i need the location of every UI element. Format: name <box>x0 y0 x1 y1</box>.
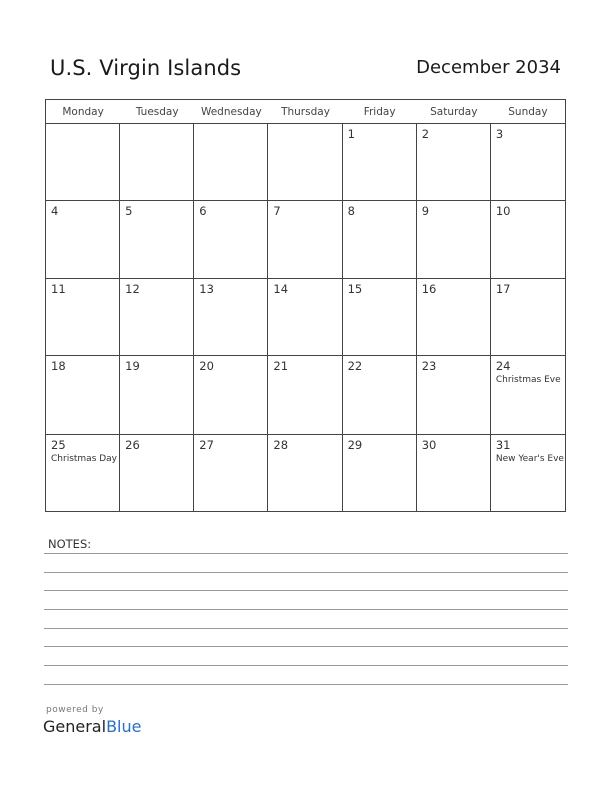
day-number: 15 <box>347 282 363 296</box>
holiday-label: New Year's Eve <box>495 454 564 464</box>
day-number: 28 <box>273 438 289 452</box>
day-cell <box>268 356 342 435</box>
day-cell <box>268 279 342 356</box>
day-number: 25 <box>51 438 66 452</box>
day-cell <box>46 356 120 435</box>
note-line <box>44 590 568 591</box>
day-number: 13 <box>199 282 214 296</box>
day-number: 26 <box>125 438 140 452</box>
day-number: 30 <box>421 438 437 452</box>
holiday-label: Christmas Day <box>51 454 118 464</box>
day-number: 2 <box>421 127 430 141</box>
day-number: 31 <box>495 438 511 452</box>
day-number: 21 <box>273 359 289 373</box>
note-line <box>44 609 568 610</box>
weekday-tuesday: Tuesday <box>135 106 179 118</box>
month-year-title: December 2034 <box>416 57 561 78</box>
day-cell <box>120 124 194 201</box>
day-number: 22 <box>347 359 363 373</box>
day-cell <box>343 201 417 279</box>
day-number: 6 <box>199 204 207 218</box>
day-cell <box>491 124 565 201</box>
day-number: 11 <box>51 282 66 296</box>
weekday-monday: Monday <box>62 106 104 118</box>
note-line <box>44 572 568 573</box>
day-number: 1 <box>347 127 355 141</box>
day-cell <box>120 356 194 435</box>
day-number: 19 <box>125 359 140 373</box>
weekday-wednesday: Wednesday <box>200 106 262 118</box>
day-cell <box>268 201 342 279</box>
weekday-friday: Friday <box>363 106 396 118</box>
weekday-saturday: Saturday <box>430 106 478 118</box>
day-cell <box>46 124 120 201</box>
day-number: 27 <box>199 438 214 452</box>
day-cell <box>194 201 268 279</box>
day-cell <box>46 201 120 279</box>
day-cell <box>343 356 417 435</box>
day-cell <box>194 279 268 356</box>
day-number: 10 <box>495 204 511 218</box>
note-line <box>44 665 568 666</box>
brand-logo-part1: General <box>43 717 107 736</box>
day-number: 9 <box>421 204 430 218</box>
day-cell <box>120 201 194 279</box>
day-cells <box>46 124 565 512</box>
day-cell <box>268 435 342 512</box>
day-number: 8 <box>347 204 355 218</box>
weekday-header-row <box>46 100 565 124</box>
day-cell <box>194 435 268 512</box>
day-cell <box>343 435 417 512</box>
country-title: U.S. Virgin Islands <box>50 56 242 80</box>
calendar-grid <box>45 99 566 512</box>
day-number: 4 <box>51 204 59 218</box>
note-line <box>44 646 568 647</box>
holiday-label: Christmas Eve <box>495 375 561 385</box>
day-number: 12 <box>125 282 140 296</box>
day-number: 29 <box>347 438 363 452</box>
day-cell <box>417 124 491 201</box>
day-cell <box>268 124 342 201</box>
notes-label: NOTES: <box>48 537 92 551</box>
day-cell <box>46 279 120 356</box>
powered-by-text: powered by <box>46 705 104 715</box>
weekday-sunday: Sunday <box>508 106 548 118</box>
day-cell <box>120 435 194 512</box>
day-cell <box>417 201 491 279</box>
day-cell <box>194 356 268 435</box>
day-cell <box>491 279 565 356</box>
day-number: 5 <box>125 204 133 218</box>
day-cell <box>491 435 565 512</box>
day-cell <box>194 124 268 201</box>
day-cell <box>491 201 565 279</box>
note-line <box>44 628 568 629</box>
day-number: 17 <box>495 282 511 296</box>
note-line <box>44 553 568 554</box>
day-number: 14 <box>273 282 289 296</box>
day-number: 18 <box>51 359 66 373</box>
day-cell <box>343 279 417 356</box>
day-cell <box>417 435 491 512</box>
day-number: 16 <box>421 282 437 296</box>
day-cell <box>491 356 565 435</box>
day-number: 7 <box>273 204 281 218</box>
day-number: 20 <box>199 359 214 373</box>
day-number: 24 <box>495 359 511 373</box>
brand-logo <box>43 717 141 736</box>
day-cell <box>46 435 120 512</box>
day-number: 23 <box>421 359 437 373</box>
weekday-thursday: Thursday <box>281 106 330 118</box>
day-cell <box>417 356 491 435</box>
brand-logo-part2: Blue <box>106 717 142 736</box>
day-number: 3 <box>495 127 504 141</box>
note-line <box>44 684 568 685</box>
day-cell <box>417 279 491 356</box>
day-cell <box>120 279 194 356</box>
day-cell <box>343 124 417 201</box>
